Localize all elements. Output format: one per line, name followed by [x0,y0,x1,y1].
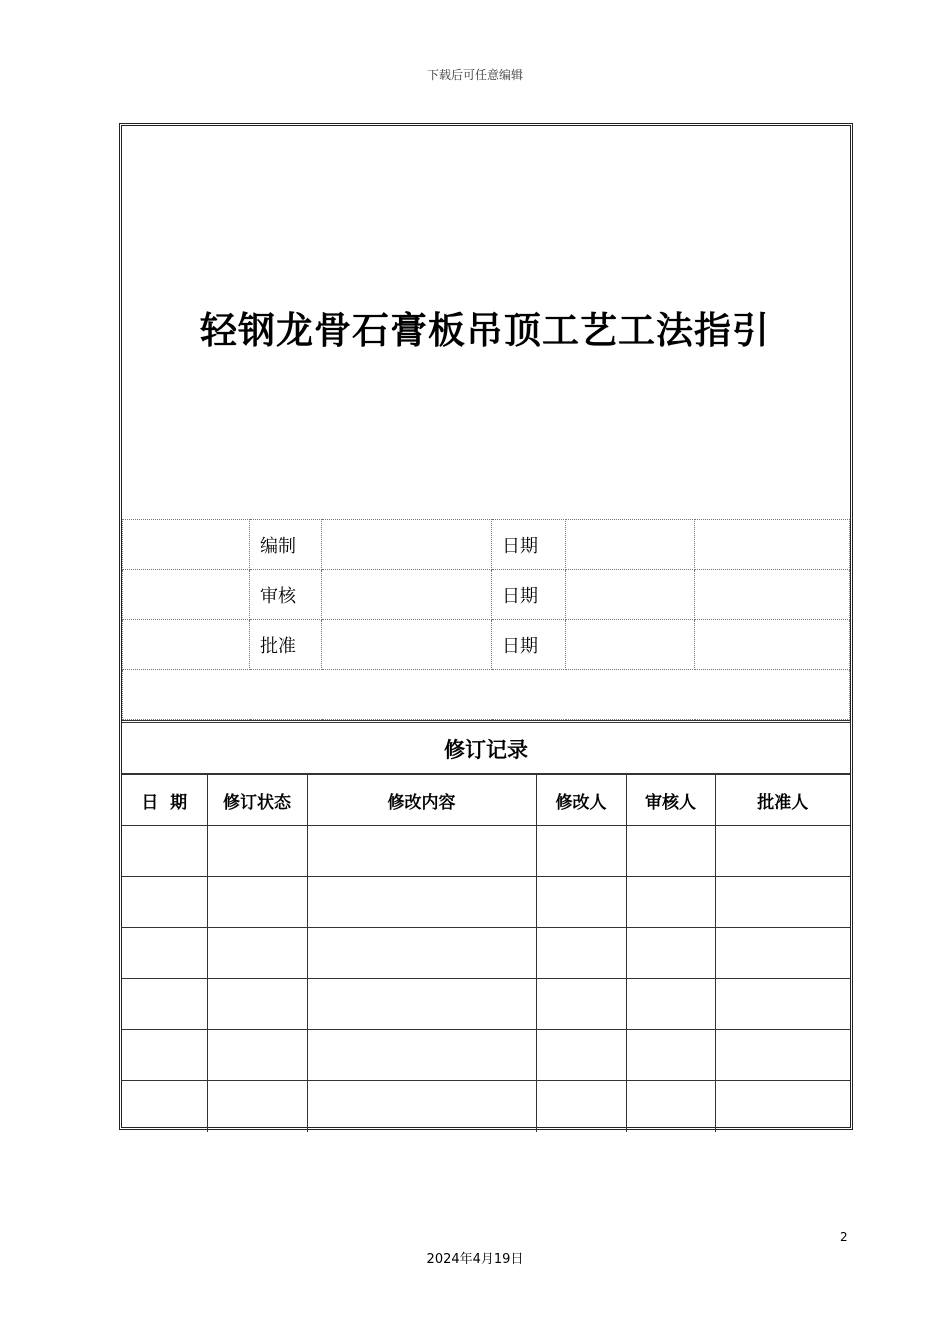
table-cell[interactable] [307,826,536,877]
table-cell[interactable] [536,877,626,928]
table-cell[interactable] [626,877,715,928]
table-row [122,928,850,979]
revision-table [122,774,850,1132]
signoff-name-cell[interactable] [322,570,492,620]
signoff-role: 审核 [250,570,322,620]
table-cell[interactable] [122,826,207,877]
table-cell[interactable] [715,877,850,928]
document-title: 轻钢龙骨石膏板吊顶工艺工法指引 [200,309,770,352]
table-cell[interactable] [307,1030,536,1081]
header-content: 修改内容 [307,775,536,826]
header-status: 修订状态 [207,775,307,826]
signoff-row [123,520,850,570]
table-row [122,1030,850,1081]
table-cell[interactable] [715,979,850,1030]
table-cell[interactable] [536,1081,626,1132]
header-reviewer: 审核人 [626,775,715,826]
table-cell[interactable] [626,928,715,979]
table-cell[interactable] [122,979,207,1030]
signoff-date-cell[interactable] [566,570,695,620]
header-date: 日 期 [122,775,207,826]
table-cell[interactable] [536,928,626,979]
signoff-row [123,570,850,620]
signoff-spacer-row [123,670,850,720]
table-cell[interactable] [715,1081,850,1132]
table-cell[interactable] [715,1030,850,1081]
signoff-role: 批准 [250,620,322,670]
revision-title: 修订记录 [122,724,850,774]
header-note: 下载后可任意编辑 [426,68,523,82]
header-modifier: 修改人 [536,775,626,826]
signoff-date-label: 日期 [492,570,566,620]
table-cell[interactable] [536,979,626,1030]
signoff-role: 编制 [250,520,322,570]
table-cell[interactable] [122,1081,207,1132]
table-cell[interactable] [536,1030,626,1081]
table-cell[interactable] [626,979,715,1030]
table-row [122,877,850,928]
table-cell[interactable] [626,826,715,877]
table-cell[interactable] [122,928,207,979]
table-cell[interactable] [626,1030,715,1081]
table-cell[interactable] [307,877,536,928]
signoff-table [122,519,850,720]
table-cell[interactable] [307,928,536,979]
signoff-date-cell[interactable] [566,620,695,670]
signoff-date-label: 日期 [492,620,566,670]
table-row [122,1081,850,1132]
revision-header-row [122,775,850,826]
section-divider [122,720,850,723]
signoff-name-cell[interactable] [322,620,492,670]
table-cell[interactable] [626,1081,715,1132]
signoff-date-cell[interactable] [566,520,695,570]
table-cell[interactable] [207,1081,307,1132]
signoff-row [123,620,850,670]
table-cell[interactable] [715,826,850,877]
table-cell[interactable] [207,1030,307,1081]
header-approver: 批准人 [715,775,850,826]
table-cell[interactable] [715,928,850,979]
footer-date: 2024年4月19日 [426,1252,524,1267]
signoff-date-label: 日期 [492,520,566,570]
table-row [122,979,850,1030]
table-cell[interactable] [122,1030,207,1081]
table-cell[interactable] [122,877,207,928]
table-cell[interactable] [307,979,536,1030]
table-cell[interactable] [307,1081,536,1132]
table-cell[interactable] [207,877,307,928]
page-number: 2 [840,1230,848,1244]
signoff-name-cell[interactable] [322,520,492,570]
table-cell[interactable] [207,979,307,1030]
table-row [122,826,850,877]
table-cell[interactable] [207,928,307,979]
table-cell[interactable] [536,826,626,877]
table-cell[interactable] [207,826,307,877]
